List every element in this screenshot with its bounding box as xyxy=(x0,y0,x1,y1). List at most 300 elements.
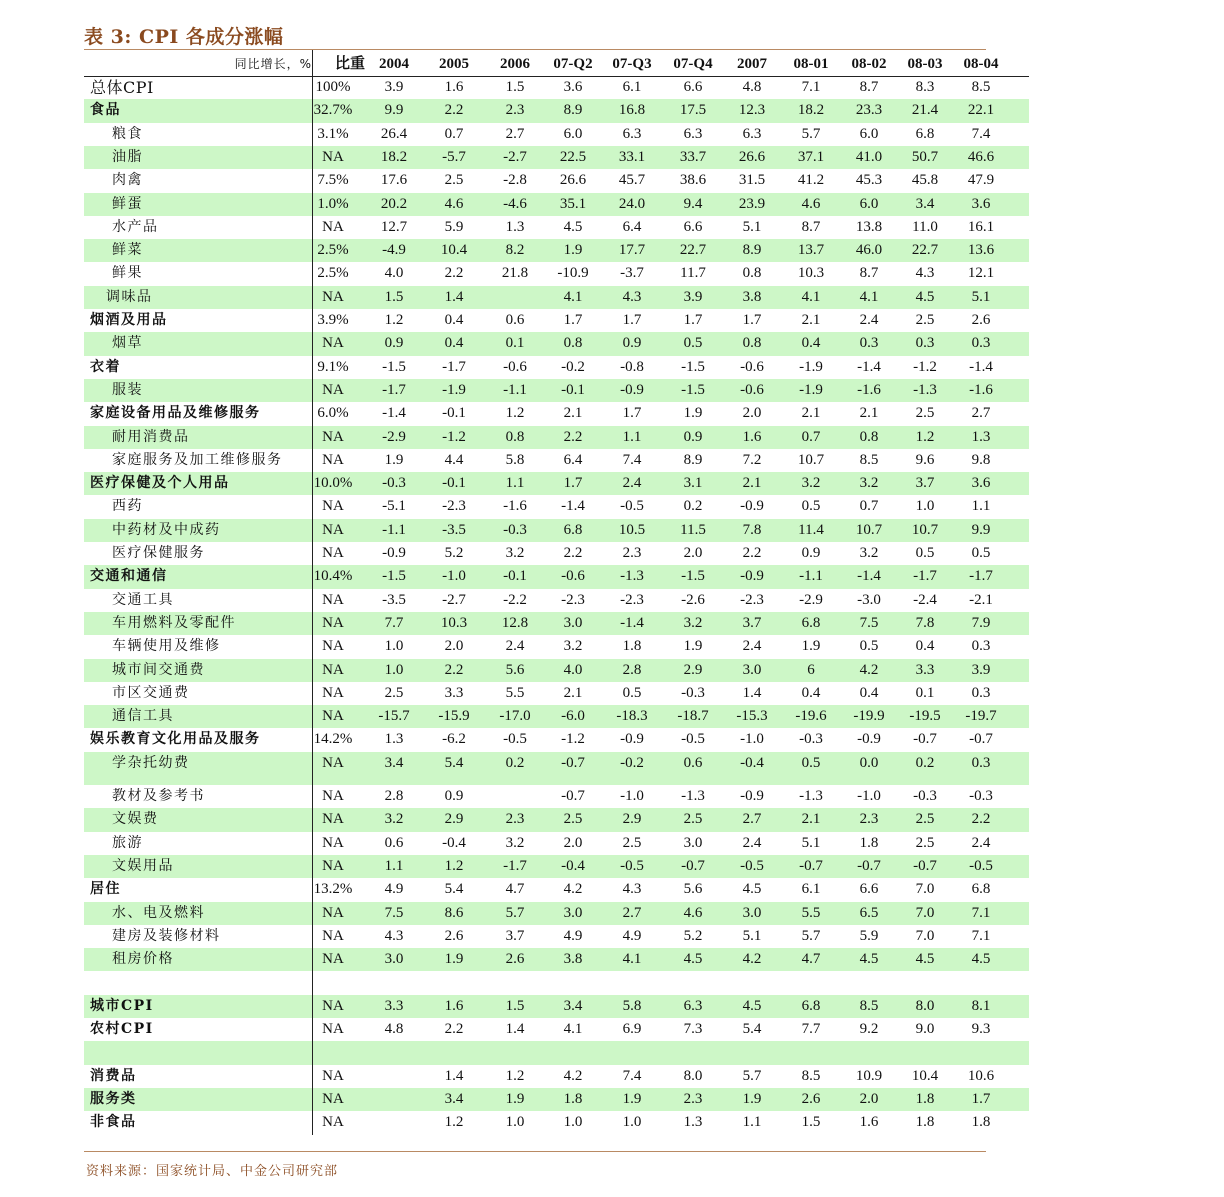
row-weight: NA xyxy=(322,788,344,804)
value-cell: 2.6 xyxy=(505,951,525,968)
value-cell: 0.3 xyxy=(971,754,991,771)
value-cell: 1.9 xyxy=(622,1090,642,1107)
value-cell: 2.1 xyxy=(801,405,821,422)
value-cell: 7.1 xyxy=(971,927,991,944)
value-cell: -6.2 xyxy=(442,731,466,748)
value-cell: -1.5 xyxy=(681,568,705,585)
value-cell: 6.8 xyxy=(971,881,991,898)
value-cell: 1.4 xyxy=(444,1067,464,1084)
value-cell: 2.0 xyxy=(563,834,583,851)
value-cell: 4.2 xyxy=(563,881,583,898)
value-cell: 9.3 xyxy=(971,1021,991,1037)
value-cell: 4.3 xyxy=(622,881,642,898)
value-cell: 4.2 xyxy=(563,1067,583,1084)
value-cell: 5.2 xyxy=(444,545,464,561)
value-cell xyxy=(543,971,603,994)
value-cell: -1.7 xyxy=(442,358,466,375)
value-cell: 5.9 xyxy=(444,218,464,235)
value-cell: 1.6 xyxy=(859,1114,879,1131)
value-cell: 7.0 xyxy=(915,904,935,921)
header-col-08-03: 08-03 xyxy=(907,56,943,72)
value-cell: -2.1 xyxy=(969,591,993,608)
value-cell: 4.4 xyxy=(444,451,464,468)
value-cell: 1.2 xyxy=(505,405,525,422)
value-cell: 4.5 xyxy=(742,881,762,898)
row-label: 非食品 xyxy=(90,1114,137,1131)
row-label: 食品 xyxy=(90,102,121,119)
row-weight: NA xyxy=(322,684,344,701)
value-cell: -19.6 xyxy=(795,708,827,725)
top-divider xyxy=(84,49,986,50)
row-label: 粮食 xyxy=(112,125,143,142)
value-cell: 8.6 xyxy=(444,904,464,921)
value-cell: 5.5 xyxy=(801,904,821,921)
value-cell: 1.0 xyxy=(563,1114,583,1131)
value-cell: -0.1 xyxy=(442,475,466,492)
value-cell: -1.4 xyxy=(857,358,881,375)
header-underline xyxy=(84,76,1029,77)
row-label: 城市CPI xyxy=(90,997,154,1014)
value-cell: 12.8 xyxy=(501,614,529,631)
value-cell: -0.9 xyxy=(740,788,764,804)
value-cell: 3.8 xyxy=(742,288,762,305)
value-cell: 3.4 xyxy=(915,195,935,212)
header-col-2006: 2006 xyxy=(500,56,530,72)
value-cell: 3.0 xyxy=(563,904,583,921)
row-label: 耐用消费品 xyxy=(112,428,190,445)
value-cell: 2.1 xyxy=(742,475,762,492)
value-cell: -1.0 xyxy=(442,568,466,585)
value-cell: -3.0 xyxy=(857,591,881,608)
row-label: 消费品 xyxy=(90,1067,137,1084)
value-cell: 8.5 xyxy=(971,79,991,95)
value-cell: 4.9 xyxy=(563,927,583,944)
value-cell: 8.5 xyxy=(859,451,879,468)
value-cell: -1.7 xyxy=(913,568,937,585)
value-cell: 1.7 xyxy=(683,312,703,328)
value-cell: -0.1 xyxy=(442,405,466,422)
header-col-2007: 2007 xyxy=(737,56,767,72)
value-cell: 5.4 xyxy=(742,1021,762,1037)
table-row xyxy=(84,925,1029,948)
row-label: 建房及装修材料 xyxy=(112,927,221,944)
table-row xyxy=(84,193,1029,216)
value-cell: 7.9 xyxy=(971,614,991,631)
table-row xyxy=(84,519,1029,542)
value-cell: 3.6 xyxy=(971,475,991,492)
value-cell: -4.6 xyxy=(503,195,527,212)
value-cell: 24.0 xyxy=(618,195,646,212)
value-cell: -2.8 xyxy=(503,172,527,189)
value-cell: 8.2 xyxy=(505,242,525,259)
value-cell: 0.1 xyxy=(915,684,935,701)
value-cell xyxy=(602,971,662,994)
row-weight: NA xyxy=(322,997,344,1014)
row-weight: NA xyxy=(322,545,344,561)
value-cell: 4.8 xyxy=(384,1021,404,1037)
value-cell: 8.7 xyxy=(859,79,879,95)
value-cell: 1.2 xyxy=(384,312,404,328)
value-cell: 45.8 xyxy=(911,172,939,189)
value-cell: 10.5 xyxy=(618,521,646,538)
value-cell: 3.9 xyxy=(971,661,991,678)
value-cell: -17.0 xyxy=(499,708,531,725)
value-cell: -1.6 xyxy=(857,381,881,398)
value-cell: 2.7 xyxy=(742,811,762,828)
value-cell: -1.5 xyxy=(681,381,705,398)
header-unit-label: 同比增长，% xyxy=(234,57,312,71)
value-cell: 18.2 xyxy=(797,102,825,119)
value-cell: 45.7 xyxy=(618,172,646,189)
value-cell: -1.0 xyxy=(740,731,764,748)
row-weight: 3.1% xyxy=(317,125,349,142)
row-label: 烟草 xyxy=(112,335,143,352)
value-cell: -2.3 xyxy=(740,591,764,608)
value-cell: 3.1 xyxy=(683,475,703,492)
value-cell: 0.2 xyxy=(505,754,525,771)
value-cell: 1.8 xyxy=(915,1090,935,1107)
value-cell: -0.5 xyxy=(620,498,644,515)
value-cell: 13.8 xyxy=(855,218,883,235)
row-label: 水产品 xyxy=(112,218,159,235)
value-cell: -1.6 xyxy=(503,498,527,515)
value-cell: -0.4 xyxy=(561,857,585,874)
value-cell: 17.5 xyxy=(679,102,707,119)
value-cell: 20.2 xyxy=(380,195,408,212)
row-label: 烟酒及用品 xyxy=(90,312,168,328)
row-weight: 6.0% xyxy=(317,405,349,422)
value-cell: 2.4 xyxy=(742,638,762,655)
value-cell: 4.5 xyxy=(563,218,583,235)
value-cell: 2.5 xyxy=(915,405,935,422)
table-row xyxy=(84,659,1029,682)
value-cell: -1.9 xyxy=(799,358,823,375)
value-cell: -0.9 xyxy=(740,498,764,515)
value-cell: 6.5 xyxy=(859,904,879,921)
value-cell: 2.3 xyxy=(683,1090,703,1107)
value-cell: 0.4 xyxy=(444,335,464,352)
table-row xyxy=(84,728,1029,751)
value-cell: -0.5 xyxy=(681,731,705,748)
value-cell: 9.6 xyxy=(915,451,935,468)
value-cell: 4.5 xyxy=(742,997,762,1014)
value-cell: 1.5 xyxy=(505,79,525,95)
value-cell: 41.2 xyxy=(797,172,825,189)
value-cell: 1.2 xyxy=(915,428,935,445)
value-cell: 2.8 xyxy=(622,661,642,678)
header-col-07-Q3: 07-Q3 xyxy=(612,56,652,72)
value-cell xyxy=(424,971,484,994)
value-cell: 5.7 xyxy=(505,904,525,921)
value-cell: -0.3 xyxy=(913,788,937,804)
value-cell: 3.2 xyxy=(801,475,821,492)
value-cell: -2.4 xyxy=(913,591,937,608)
row-label: 水、电及燃料 xyxy=(112,904,205,921)
value-cell: 1.9 xyxy=(505,1090,525,1107)
value-cell: 1.8 xyxy=(915,1114,935,1131)
value-cell: 8.0 xyxy=(683,1067,703,1084)
value-cell: -0.7 xyxy=(913,731,937,748)
value-cell: 7.5 xyxy=(859,614,879,631)
value-cell: -1.1 xyxy=(799,568,823,585)
value-cell: 3.0 xyxy=(683,834,703,851)
header-col-08-01: 08-01 xyxy=(793,56,829,72)
value-cell: 5.7 xyxy=(801,125,821,142)
row-weight: NA xyxy=(322,288,344,305)
value-cell: 1.0 xyxy=(384,638,404,655)
header-unit-cell xyxy=(84,53,312,76)
value-cell: 3.2 xyxy=(384,811,404,828)
value-cell: -0.2 xyxy=(561,358,585,375)
value-cell: -0.5 xyxy=(969,857,993,874)
table-title: 表 3: CPI 各成分涨幅 xyxy=(84,26,284,48)
value-cell: -1.9 xyxy=(799,381,823,398)
value-cell: 8.9 xyxy=(683,451,703,468)
row-label: 服务类 xyxy=(90,1090,137,1107)
header-col-07-Q2: 07-Q2 xyxy=(553,56,593,72)
value-cell: 6.0 xyxy=(563,125,583,142)
value-cell: -0.7 xyxy=(969,731,993,748)
value-cell: 4.1 xyxy=(563,288,583,305)
value-cell: 6.6 xyxy=(859,881,879,898)
value-cell: 21.4 xyxy=(911,102,939,119)
value-cell: 2.4 xyxy=(622,475,642,492)
value-cell: 6.6 xyxy=(683,79,703,95)
table-row xyxy=(84,379,1029,402)
value-cell: 4.3 xyxy=(915,265,935,282)
value-cell: -2.3 xyxy=(620,591,644,608)
value-cell: 2.5 xyxy=(444,172,464,189)
table-header-row xyxy=(84,53,1029,76)
value-cell: 6.1 xyxy=(622,79,642,95)
value-cell: 1.7 xyxy=(563,312,583,328)
value-cell: 0.6 xyxy=(505,312,525,328)
value-cell: 5.6 xyxy=(683,881,703,898)
value-cell xyxy=(364,971,424,994)
value-cell: 3.2 xyxy=(505,834,525,851)
value-cell: 7.8 xyxy=(915,614,935,631)
value-cell: 4.5 xyxy=(915,288,935,305)
value-cell: 2.4 xyxy=(742,834,762,851)
value-cell: -2.7 xyxy=(442,591,466,608)
value-cell: 6.4 xyxy=(622,218,642,235)
table-row xyxy=(84,426,1029,449)
value-cell: 11.4 xyxy=(798,521,824,538)
value-cell: 1.9 xyxy=(444,951,464,968)
value-cell xyxy=(485,1041,545,1064)
value-cell xyxy=(543,1041,603,1064)
bottom-divider xyxy=(84,1151,986,1152)
value-cell: 2.2 xyxy=(563,428,583,445)
value-cell: -0.3 xyxy=(799,731,823,748)
value-cell: 11.7 xyxy=(680,265,706,282)
value-cell: 1.4 xyxy=(742,684,762,701)
value-cell: 3.3 xyxy=(444,684,464,701)
value-cell xyxy=(839,971,899,994)
value-cell: 4.1 xyxy=(622,951,642,968)
value-cell: 12.7 xyxy=(380,218,408,235)
value-cell: 16.1 xyxy=(967,218,995,235)
value-cell: 0.3 xyxy=(859,335,879,352)
value-cell: -2.2 xyxy=(503,591,527,608)
value-cell: -0.7 xyxy=(913,857,937,874)
value-cell: 38.6 xyxy=(679,172,707,189)
value-cell: 31.5 xyxy=(738,172,766,189)
value-cell: 7.8 xyxy=(742,521,762,538)
value-cell: 0.4 xyxy=(859,684,879,701)
value-cell: 2.8 xyxy=(384,788,404,804)
value-cell: 2.0 xyxy=(859,1090,879,1107)
value-cell: 1.8 xyxy=(622,638,642,655)
value-cell: 0.4 xyxy=(915,638,935,655)
value-cell: -1.4 xyxy=(969,358,993,375)
value-cell: 5.8 xyxy=(622,997,642,1014)
value-cell: -1.2 xyxy=(561,731,585,748)
table-row xyxy=(84,902,1029,925)
value-cell: 8.7 xyxy=(859,265,879,282)
value-cell xyxy=(364,1088,424,1111)
value-cell: 3.0 xyxy=(742,904,762,921)
value-cell: 2.3 xyxy=(505,811,525,828)
row-label: 总体CPI xyxy=(90,78,154,97)
value-cell: 3.6 xyxy=(971,195,991,212)
value-cell: 3.8 xyxy=(563,951,583,968)
value-cell: 0.5 xyxy=(622,684,642,701)
value-cell: -0.5 xyxy=(503,731,527,748)
value-cell: 4.1 xyxy=(859,288,879,305)
row-weight: NA xyxy=(322,381,344,398)
value-cell: 3.9 xyxy=(384,79,404,95)
value-cell: 4.9 xyxy=(384,881,404,898)
value-cell: 6.4 xyxy=(563,451,583,468)
value-cell: 1.0 xyxy=(505,1114,525,1131)
value-cell: 6.3 xyxy=(683,997,703,1014)
value-cell: 2.1 xyxy=(801,312,821,328)
value-cell: -0.8 xyxy=(620,358,644,375)
value-cell: 12.3 xyxy=(738,102,766,119)
value-cell: -5.7 xyxy=(442,148,466,165)
value-cell: 8.5 xyxy=(801,1067,821,1084)
value-cell xyxy=(364,1111,424,1134)
row-weight: NA xyxy=(322,428,344,445)
value-cell: 5.2 xyxy=(683,927,703,944)
value-cell: 0.8 xyxy=(742,335,762,352)
table-row xyxy=(84,76,1029,99)
table-row xyxy=(84,855,1029,878)
row-weight: NA xyxy=(322,834,344,851)
row-label: 市区交通费 xyxy=(112,684,190,701)
value-cell: 1.2 xyxy=(444,1114,464,1131)
value-cell: -0.7 xyxy=(857,857,881,874)
value-cell: 2.5 xyxy=(622,834,642,851)
value-cell: 3.9 xyxy=(683,288,703,305)
value-cell: 3.7 xyxy=(505,927,525,944)
row-weight: NA xyxy=(322,148,344,165)
value-cell: 4.2 xyxy=(742,951,762,968)
value-cell: -0.6 xyxy=(561,568,585,585)
value-cell: -15.3 xyxy=(736,708,768,725)
value-cell: 22.7 xyxy=(679,242,707,259)
row-label: 通信工具 xyxy=(112,708,174,725)
value-cell: 1.3 xyxy=(384,731,404,748)
value-cell: 0.3 xyxy=(971,335,991,352)
value-cell: -1.4 xyxy=(620,614,644,631)
value-cell: 8.9 xyxy=(742,242,762,259)
row-weight: NA xyxy=(322,927,344,944)
value-cell xyxy=(722,971,782,994)
value-cell: -1.0 xyxy=(857,788,881,804)
value-cell: -1.3 xyxy=(620,568,644,585)
value-cell: 10.7 xyxy=(797,451,825,468)
row-label: 医疗保健及个人用品 xyxy=(90,475,230,492)
value-cell: 5.1 xyxy=(971,288,991,305)
value-cell: 2.1 xyxy=(859,405,879,422)
value-cell xyxy=(839,1041,899,1064)
header-col-2004: 2004 xyxy=(379,56,409,72)
table-row xyxy=(84,878,1029,901)
value-cell: 3.4 xyxy=(384,754,404,771)
value-cell: 5.6 xyxy=(505,661,525,678)
value-cell: 1.9 xyxy=(683,638,703,655)
value-cell: 12.1 xyxy=(967,265,995,282)
value-cell: 0.4 xyxy=(801,684,821,701)
table-row xyxy=(84,832,1029,855)
value-cell: -4.9 xyxy=(382,242,406,259)
value-cell: 6.3 xyxy=(683,125,703,142)
value-cell: -0.4 xyxy=(740,754,764,771)
value-cell: -3.7 xyxy=(620,265,644,282)
value-cell xyxy=(602,1041,662,1064)
value-cell: 1.8 xyxy=(971,1114,991,1131)
row-weight: 9.1% xyxy=(317,358,349,375)
row-weight: NA xyxy=(322,451,344,468)
value-cell: 0.5 xyxy=(971,545,991,561)
value-cell: -15.7 xyxy=(378,708,410,725)
value-cell: 6.0 xyxy=(859,195,879,212)
value-cell: 8.5 xyxy=(859,997,879,1014)
value-cell: -2.9 xyxy=(799,591,823,608)
value-cell: -1.2 xyxy=(442,428,466,445)
value-cell: 2.2 xyxy=(971,811,991,828)
value-cell: 45.3 xyxy=(855,172,883,189)
value-cell: -1.4 xyxy=(561,498,585,515)
value-cell xyxy=(951,971,1011,994)
value-cell: -1.3 xyxy=(799,788,823,804)
value-cell: -19.7 xyxy=(965,708,997,725)
table-row xyxy=(84,239,1029,262)
value-cell xyxy=(424,1041,484,1064)
value-cell: 2.6 xyxy=(801,1090,821,1107)
table-row xyxy=(84,1088,1029,1111)
value-cell: 9.8 xyxy=(971,451,991,468)
table-row xyxy=(84,971,1029,994)
table-row xyxy=(84,286,1029,309)
value-cell: 2.5 xyxy=(384,684,404,701)
table-row xyxy=(84,635,1029,658)
value-cell: 6.8 xyxy=(801,614,821,631)
value-cell: 1.0 xyxy=(622,1114,642,1131)
table-row xyxy=(84,402,1029,425)
row-label: 调味品 xyxy=(106,288,153,305)
value-cell: 3.0 xyxy=(384,951,404,968)
value-cell: 0.2 xyxy=(915,754,935,771)
table-row xyxy=(84,612,1029,635)
row-label: 学杂托幼费 xyxy=(112,754,190,771)
value-cell: 3.3 xyxy=(915,661,935,678)
value-cell: 1.2 xyxy=(505,1067,525,1084)
value-cell: 10.4 xyxy=(440,242,468,259)
header-col-07-Q4: 07-Q4 xyxy=(673,56,713,72)
